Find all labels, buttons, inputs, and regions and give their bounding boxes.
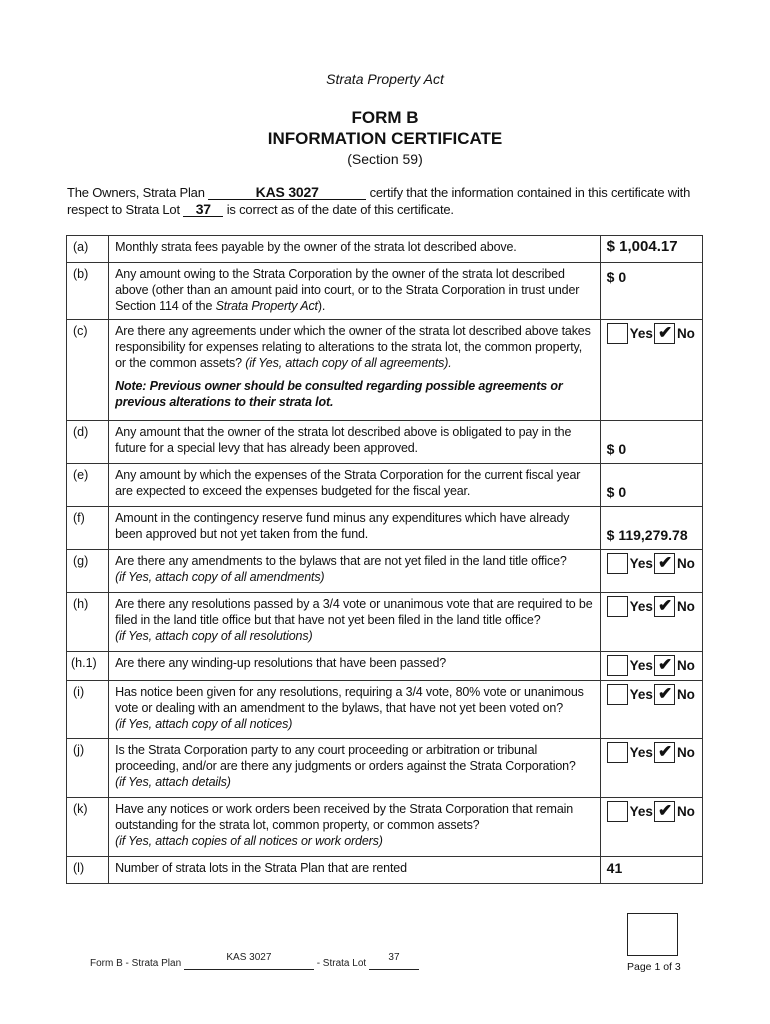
row-label: (i)	[67, 681, 109, 739]
table-row	[67, 593, 703, 652]
footer-middle: - Strata Lot	[316, 958, 367, 969]
no-label: No	[676, 325, 695, 341]
table-row	[67, 464, 703, 507]
no-checkbox-checked[interactable]	[654, 801, 675, 822]
attach-hint: (if Yes, attach copies of all notices or work orders)	[115, 834, 383, 848]
table-row	[67, 507, 703, 550]
strata-lot-field[interactable]: 37	[183, 202, 223, 217]
row-text	[109, 593, 601, 652]
answer-value[interactable]: 41	[600, 857, 702, 884]
yes-no-cell	[600, 739, 702, 798]
question-text: Have any notices or work orders been received by the Strata Corporation that remain outstanding for the strata lot, common property, or common assets?	[115, 802, 574, 832]
no-label: No	[676, 555, 695, 571]
table-row	[67, 739, 703, 798]
table-row	[67, 320, 703, 421]
row-text-part: Any amount owing to the Strata Corporation by the owner of the strata lot described above (other than an amount paid into court, or to the Strata Corporation in trust under Section 114 of the	[115, 267, 580, 313]
attach-hint: (if Yes, attach details)	[115, 775, 231, 789]
row-text: Monthly strata fees payable by the owner of the strata lot described above.	[109, 236, 601, 263]
yes-label: Yes	[629, 555, 653, 571]
yes-checkbox[interactable]	[607, 553, 628, 574]
respect-prefix: respect to Strata Lot	[67, 202, 180, 217]
initials-box[interactable]	[627, 913, 678, 956]
question-text: Are there any amendments to the bylaws that are not yet filed in the land title office?	[115, 554, 567, 568]
question-text: Are there any agreements under which the owner of the strata lot described above takes responsibility for expenses relating to alterations to the strata lot, the common property, or the common assets?	[115, 324, 591, 370]
row-text	[109, 550, 601, 593]
strata-plan-field[interactable]: KAS 3027	[208, 185, 366, 200]
yes-label: Yes	[629, 325, 653, 341]
no-label: No	[676, 686, 695, 702]
yes-label: Yes	[629, 803, 653, 819]
row-text	[109, 798, 601, 857]
answer-value[interactable]: $ 119,279.78	[600, 507, 702, 550]
row-label: (h.1)	[67, 652, 109, 681]
row-text: Number of strata lots in the Strata Plan that are rented	[109, 857, 601, 884]
note-text: Note: Previous owner should be consulted regarding possible agreements or previous alterations to their strata lot.	[115, 379, 563, 409]
no-label: No	[676, 803, 695, 819]
table-row	[67, 857, 703, 884]
section-reference: (Section 59)	[347, 151, 423, 167]
answer-value[interactable]: $ 0	[600, 263, 702, 320]
form-title: FORM B	[351, 108, 419, 127]
row-label: (f)	[67, 507, 109, 550]
row-label: (d)	[67, 421, 109, 464]
no-checkbox-checked[interactable]	[654, 553, 675, 574]
row-label: (k)	[67, 798, 109, 857]
yes-checkbox[interactable]	[607, 801, 628, 822]
attach-hint: (if Yes, attach copy of all amendments)	[115, 570, 325, 584]
act-reference: Strata Property Act	[215, 299, 318, 313]
row-text	[109, 263, 601, 320]
no-label: No	[676, 744, 695, 760]
yes-no-cell	[600, 593, 702, 652]
no-checkbox-checked[interactable]	[654, 655, 675, 676]
question-text: Has notice been given for any resolutions, requiring a 3/4 vote, 80% vote or unanimous vote or dealing with an amendment to the bylaws, that have not yet been voted on?	[115, 685, 584, 715]
intro-line-1	[67, 185, 690, 200]
table-row	[67, 798, 703, 857]
intro-line-2	[67, 202, 454, 217]
table-row	[67, 652, 703, 681]
owners-prefix: The Owners, Strata Plan	[67, 185, 205, 200]
yes-checkbox[interactable]	[607, 655, 628, 676]
row-text	[109, 739, 601, 798]
yes-no-cell	[600, 652, 702, 681]
table-row	[67, 550, 703, 593]
footer-strata-lot-value: 37	[388, 952, 400, 963]
row-text-end: ).	[317, 299, 326, 313]
row-label: (h)	[67, 593, 109, 652]
owners-suffix: certify that the information contained in this certificate with	[369, 185, 691, 200]
certificate-title: INFORMATION CERTIFICATE	[267, 129, 503, 148]
row-label: (g)	[67, 550, 109, 593]
no-checkbox-checked[interactable]	[654, 596, 675, 617]
yes-label: Yes	[629, 744, 653, 760]
yes-no-cell	[600, 798, 702, 857]
row-label: (a)	[67, 236, 109, 263]
no-checkbox-checked[interactable]	[654, 742, 675, 763]
row-text: Any amount that the owner of the strata lot described above is obligated to pay in the future for a special levy that has already been approved.	[109, 421, 601, 464]
yes-label: Yes	[629, 657, 653, 673]
footer-strata-plan	[184, 952, 314, 970]
row-text	[109, 681, 601, 739]
act-name: Strata Property Act	[326, 71, 444, 87]
yes-no-cell	[600, 681, 702, 739]
answer-value[interactable]: $ 1,004.17	[600, 236, 702, 263]
footer-prefix: Form B - Strata Plan	[90, 958, 182, 969]
row-text	[109, 320, 601, 421]
yes-no-cell	[600, 550, 702, 593]
row-label: (e)	[67, 464, 109, 507]
row-text: Any amount by which the expenses of the Strata Corporation for the current fiscal year are expected to exceed the expenses budgeted for the fiscal year.	[109, 464, 601, 507]
no-checkbox-checked[interactable]	[654, 684, 675, 705]
no-label: No	[676, 657, 695, 673]
row-label: (c)	[67, 320, 109, 421]
row-text: Amount in the contingency reserve fund minus any expenditures which have already been approved but not yet taken from the fund.	[109, 507, 601, 550]
no-checkbox-checked[interactable]	[654, 323, 675, 344]
table-row	[67, 263, 703, 320]
yes-no-cell	[600, 320, 702, 421]
table-row	[67, 236, 703, 263]
row-label: (j)	[67, 739, 109, 798]
answer-value[interactable]: $ 0	[600, 421, 702, 464]
table-row	[67, 681, 703, 739]
footer-strata-lot	[369, 952, 419, 970]
page-number: Page 1 of 3	[627, 961, 681, 973]
question-text: Are there any resolutions passed by a 3/4 vote or unanimous vote that are required to be filed in the land title office but that have not yet been filed in the land title office?	[115, 597, 593, 627]
table-row	[67, 421, 703, 464]
footer	[90, 952, 419, 970]
question-text: Is the Strata Corporation party to any court proceeding or arbitration or tribunal proceeding, and/or are there any judgments or orders against the Strata Corporation?	[115, 743, 576, 773]
certificate-table	[66, 235, 703, 884]
row-text: Are there any winding-up resolutions that have been passed?	[109, 652, 601, 681]
no-label: No	[676, 598, 695, 614]
yes-checkbox[interactable]	[607, 742, 628, 763]
row-label: (b)	[67, 263, 109, 320]
answer-value[interactable]: $ 0	[600, 464, 702, 507]
yes-label: Yes	[629, 686, 653, 702]
attach-hint: (if Yes, attach copy of all agreements).	[245, 356, 452, 370]
footer-strata-plan-value: KAS 3027	[226, 952, 272, 963]
attach-hint: (if Yes, attach copy of all resolutions)	[115, 629, 313, 643]
yes-label: Yes	[629, 598, 653, 614]
row-label: (l)	[67, 857, 109, 884]
yes-checkbox[interactable]	[607, 323, 628, 344]
attach-hint: (if Yes, attach copy of all notices)	[115, 717, 293, 731]
yes-checkbox[interactable]	[607, 684, 628, 705]
respect-suffix: is correct as of the date of this certificate.	[226, 202, 454, 217]
yes-checkbox[interactable]	[607, 596, 628, 617]
